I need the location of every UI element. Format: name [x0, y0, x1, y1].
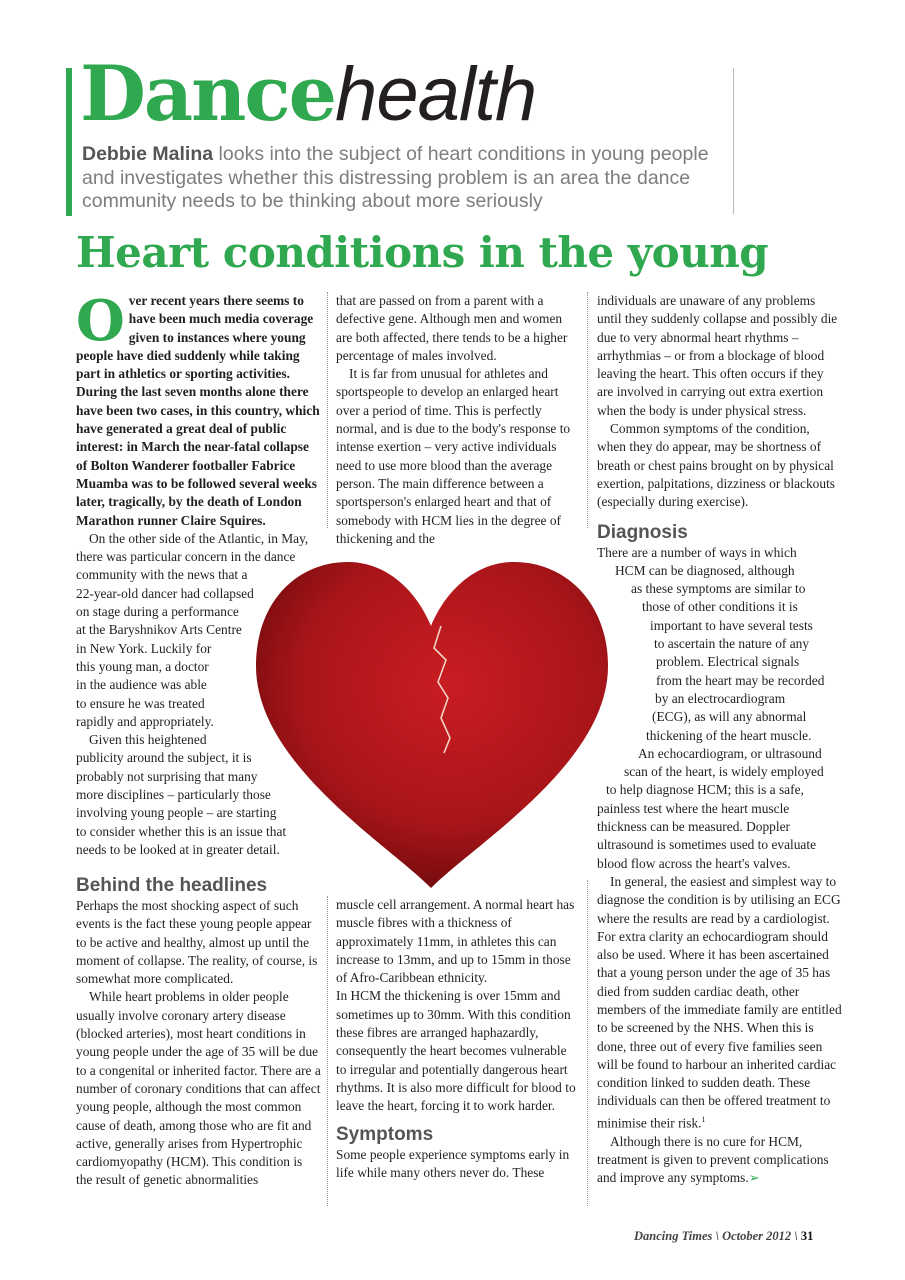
paragraph: [597, 1133, 842, 1189]
line: to help diagnose HCM; this is a safe,: [606, 782, 804, 798]
column-2-top: [336, 292, 579, 548]
line: to consider whether this is an issue that: [76, 823, 287, 839]
line: (ECG), as will any abnormal: [652, 709, 807, 725]
section-title-bold: Dance: [80, 49, 336, 138]
line: involving young people – are starting: [76, 805, 277, 821]
continue-arrow-icon: ➢: [748, 1171, 760, 1187]
subhead-symptoms: Symptoms: [336, 1123, 434, 1145]
section-title-italic: health: [335, 52, 537, 137]
line: scan of the heart, is widely employed: [624, 764, 824, 780]
line: problem. Electrical signals: [656, 654, 800, 670]
line: On the other side of the Atlantic, in May,: [89, 530, 309, 546]
intro-paragraph: ver recent years there seems to have been much media coverage given to instances where young people have died suddenly while taking part in athletics or sporting activities. During the last seven months alone there have been two cases, in this country, which have generated a great deal of public interest: in March the near-fatal collapse of Bolton Wanderer footballer Fabrice Muamba was to be followed several weeks later, tragically, by the death of London Marathon runner Claire Squires.: [76, 293, 320, 528]
paragraph: muscle cell arrangement. A normal heart has muscle fibres with a thickness of approximately 11mm, in athletes this can increase to 13mm, and up to 15mm in those of Afro-Caribbean ethnicity.: [336, 897, 575, 986]
line: 22-year-old dancer had collapsed: [76, 585, 254, 601]
article-headline: Heart conditions in the young: [76, 228, 769, 277]
author-name: Debbie Malina: [82, 143, 214, 165]
column-separator: [327, 896, 328, 1206]
column-separator: [587, 880, 588, 1206]
line: those of other conditions it is: [642, 599, 798, 615]
paragraph: Perhaps the most shocking aspect of such events is the fact these young people appear to be active and healthy, almost up until the moment of collapse. The reality, of course, is somewhat more complicated.: [76, 898, 318, 987]
line: rapidly and appropriately.: [76, 713, 214, 729]
line: to ensure he was treated: [76, 695, 205, 711]
subhead-behind-the-headlines: Behind the headlines: [76, 875, 268, 896]
line: probably not surprising that many: [76, 768, 258, 784]
line: this young man, a doctor: [76, 658, 209, 674]
line: to ascertain the nature of any: [654, 636, 810, 652]
paragraph: While heart problems in older people usually involve coronary artery disease (blocked arteries), most heart conditions in young people under the age of 35 will be due to a congenital or inherited factor. There are a number of coronary conditions that can affect young people, although the most common cause of death, among those who are fit and active, generally arises from Hypertrophic cardiomyopathy (HCM). This condition is the result of genetic abnormalities: [76, 989, 321, 1188]
paragraph: individuals are unaware of any problems until they suddenly collapse and possibly die due to very abnormal heart rhythms – arrhythmias – or from a blockage of blood leaving the heart. This often occurs if they are involved in carrying out extra exertion when the body is under physical stress.: [597, 293, 838, 418]
line: important to have several tests: [650, 617, 813, 633]
footnote-marker: 1: [701, 1114, 706, 1124]
column-separator: [587, 292, 588, 528]
standfirst-text: looks into the subject of heart conditions in young people and investigates whether this distressing problem is an area the dance community needs to be thinking about more seriously: [82, 143, 709, 212]
subhead-diagnosis: Diagnosis: [597, 521, 688, 543]
line: as these symptoms are similar to: [631, 581, 806, 597]
column-separator: [327, 292, 328, 528]
section-title: [80, 49, 537, 138]
line: An echocardiogram, or ultrasound: [638, 745, 822, 761]
line: at the Baryshnikov Arts Centre: [76, 622, 242, 638]
line: There are a number of ways in which: [597, 544, 797, 560]
standfirst: [82, 143, 722, 214]
accent-bar: [66, 68, 72, 216]
page-footer: [634, 1229, 813, 1244]
column-2-bottom: [336, 896, 579, 1182]
column-1-bottom: [76, 875, 321, 1190]
line: Given this heightened: [89, 732, 207, 748]
column-1-top: [76, 288, 321, 859]
line: in New York. Luckily for: [76, 640, 212, 656]
line: there was particular concern in the dance: [76, 549, 296, 565]
paragraph: Common symptoms of the condition, when they do appear, may be shortness of breath or chest pains brought on by physical exertion, palpitations, dizziness or blackouts (especially during exercise).: [597, 421, 835, 510]
line: by an electrocardiogram: [655, 690, 786, 706]
paragraph: Some people experience symptoms early in life while many others never do. These: [336, 1146, 570, 1180]
footer-magazine: Dancing Times \ October 2012 \: [634, 1229, 801, 1243]
paragraph-text: Although there is no cure for HCM, treatment is given to prevent complications and improve any symptoms.: [597, 1133, 829, 1186]
paragraph-text: In general, the easiest and simplest way to diagnose the condition is by utilising an ECG where the results are read by a cardiologist. For extra clarity an echocardiogram should also be used. Where it has been ascertained that a young person under the age of 35 has died from sudden cardiac death, other members of the immediate family are entitled to be screened by the NHS. When this is done, three out of every five families seen will be found to harbour an inherited cardiac condition linked to sudden death. These individuals can then be offered treatment to minimise their risk.: [597, 873, 842, 1131]
line: more disciplines – particularly those: [76, 787, 271, 803]
line: community with the news that a: [76, 567, 248, 583]
page-number: 31: [800, 1229, 814, 1243]
header-rule: [733, 68, 734, 214]
paragraph: It is far from unusual for athletes and sportspeople to develop an enlarged heart over a period of time. This is perfectly normal, and is due to the body's response to intense exertion – very active individuals need to use more blood than the average person. The main difference between a sportsperson's enlarged heart and that of somebody with HCM lies in the degree of thickening and the: [336, 366, 571, 546]
paragraph: In HCM the thickening is over 15mm and sometimes up to 30mm. With this condition these fibres are arranged haphazardly, consequently the heart becomes vulnerable to irregular and potentially dangerous heart rhythms. It is also more difficult for blood to leave the heart, forcing it to work harder.: [336, 988, 576, 1114]
drop-cap: O: [76, 288, 125, 354]
line: on stage during a performance: [76, 604, 239, 620]
line: HCM can be diagnosed, although: [615, 562, 795, 578]
line: needs to be looked at in greater detail.: [76, 841, 280, 857]
paragraph: painless test where the heart muscle thickness can be measured. Doppler ultrasound is sometimes used to evaluate blood flow across the heart's valves.: [597, 800, 817, 871]
line: thickening of the heart muscle.: [646, 727, 812, 743]
line: in the audience was able: [76, 677, 207, 693]
paragraph: that are passed on from a parent with a defective gene. Although men and women are both affected, there tends to be a higher percentage of males involved.: [336, 293, 568, 363]
line: from the heart may be recorded: [656, 672, 825, 688]
column-3: [597, 292, 842, 1188]
line: publicity around the subject, it is: [76, 750, 252, 766]
paragraph: [597, 873, 842, 1133]
